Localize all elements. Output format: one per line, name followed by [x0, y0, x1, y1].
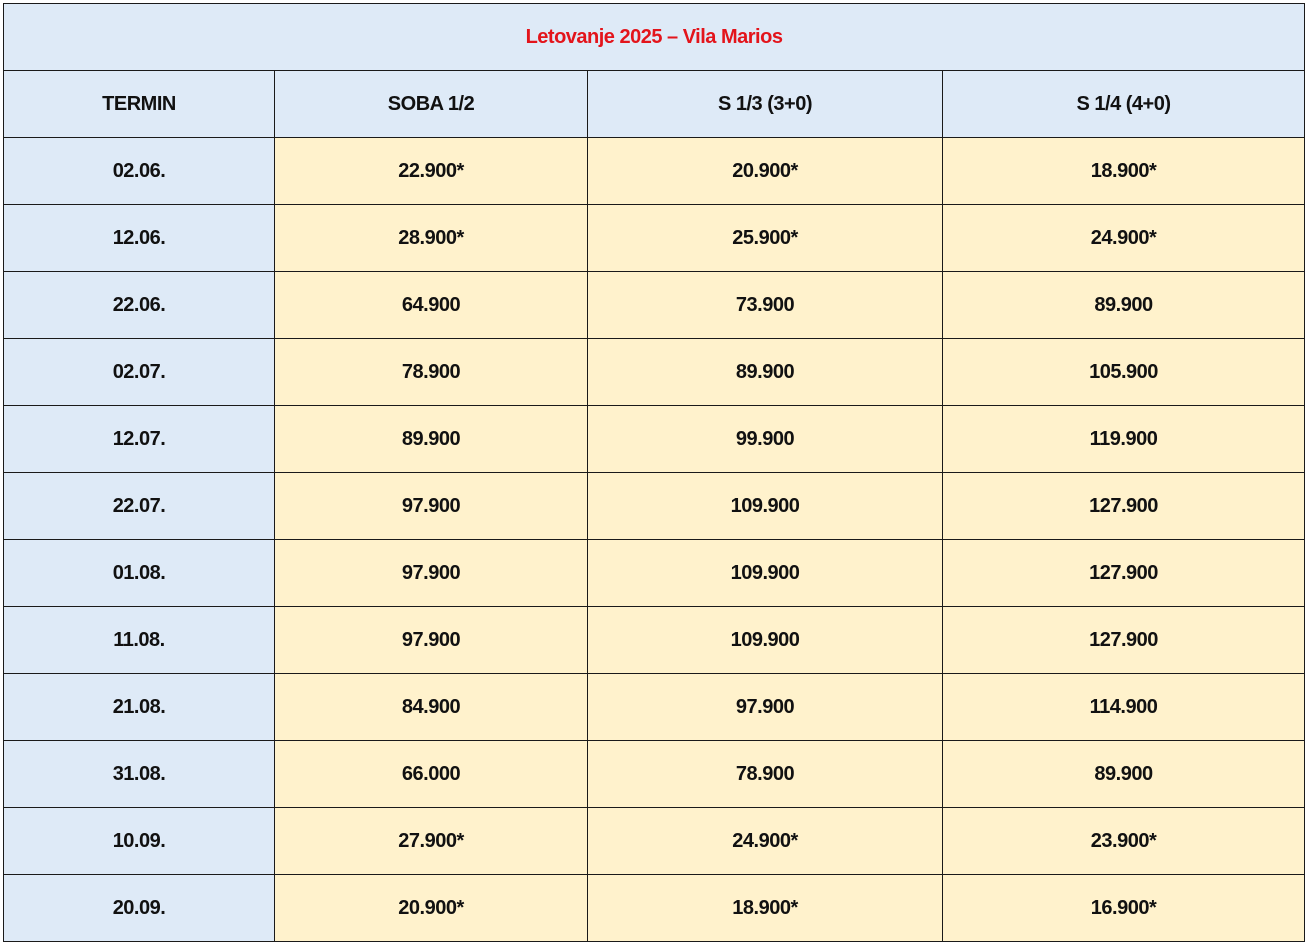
price-cell: 66.000 [275, 741, 588, 808]
price-cell: 109.900 [588, 473, 943, 540]
price-cell: 109.900 [588, 540, 943, 607]
price-cell: 89.900 [275, 406, 588, 473]
termin-cell: 12.07. [4, 406, 275, 473]
price-cell: 78.900 [275, 339, 588, 406]
price-cell: 97.900 [275, 540, 588, 607]
price-cell: 27.900* [275, 808, 588, 875]
table-row [4, 674, 1305, 741]
column-header-s-1-4: S 1/4 (4+0) [943, 71, 1305, 138]
price-cell: 105.900 [943, 339, 1305, 406]
table-row [4, 272, 1305, 339]
termin-cell: 02.07. [4, 339, 275, 406]
table-row [4, 339, 1305, 406]
price-cell: 18.900* [943, 138, 1305, 205]
price-cell: 16.900* [943, 875, 1305, 942]
price-table [3, 3, 1305, 942]
termin-cell: 21.08. [4, 674, 275, 741]
price-cell: 99.900 [588, 406, 943, 473]
termin-cell: 20.09. [4, 875, 275, 942]
price-cell: 127.900 [943, 473, 1305, 540]
price-cell: 20.900* [588, 138, 943, 205]
table-body [4, 138, 1305, 942]
price-cell: 73.900 [588, 272, 943, 339]
termin-cell: 31.08. [4, 741, 275, 808]
termin-cell: 22.07. [4, 473, 275, 540]
termin-cell: 22.06. [4, 272, 275, 339]
price-cell: 127.900 [943, 540, 1305, 607]
column-header-termin: TERMIN [4, 71, 275, 138]
table-row [4, 406, 1305, 473]
price-cell: 119.900 [943, 406, 1305, 473]
price-cell: 64.900 [275, 272, 588, 339]
termin-cell: 12.06. [4, 205, 275, 272]
column-header-s-1-3: S 1/3 (3+0) [588, 71, 943, 138]
table-row [4, 607, 1305, 674]
header-row [4, 71, 1305, 138]
price-cell: 23.900* [943, 808, 1305, 875]
termin-cell: 11.08. [4, 607, 275, 674]
price-cell: 127.900 [943, 607, 1305, 674]
price-cell: 97.900 [588, 674, 943, 741]
price-cell: 28.900* [275, 205, 588, 272]
table-row [4, 875, 1305, 942]
column-header-soba-1-2: SOBA 1/2 [275, 71, 588, 138]
price-cell: 24.900* [588, 808, 943, 875]
price-cell: 24.900* [943, 205, 1305, 272]
price-cell: 20.900* [275, 875, 588, 942]
price-cell: 97.900 [275, 607, 588, 674]
termin-cell: 02.06. [4, 138, 275, 205]
price-cell: 18.900* [588, 875, 943, 942]
termin-cell: 01.08. [4, 540, 275, 607]
termin-cell: 10.09. [4, 808, 275, 875]
price-cell: 22.900* [275, 138, 588, 205]
table-row [4, 473, 1305, 540]
price-cell: 109.900 [588, 607, 943, 674]
price-cell: 89.900 [588, 339, 943, 406]
price-cell: 89.900 [943, 741, 1305, 808]
price-cell: 78.900 [588, 741, 943, 808]
title-row [4, 4, 1305, 71]
price-cell: 114.900 [943, 674, 1305, 741]
price-cell: 25.900* [588, 205, 943, 272]
price-cell: 89.900 [943, 272, 1305, 339]
table-row [4, 138, 1305, 205]
price-cell: 97.900 [275, 473, 588, 540]
table-row [4, 741, 1305, 808]
table-row [4, 540, 1305, 607]
table-row [4, 205, 1305, 272]
price-cell: 84.900 [275, 674, 588, 741]
table-row [4, 808, 1305, 875]
table-title: Letovanje 2025 – Vila Marios [4, 4, 1305, 71]
